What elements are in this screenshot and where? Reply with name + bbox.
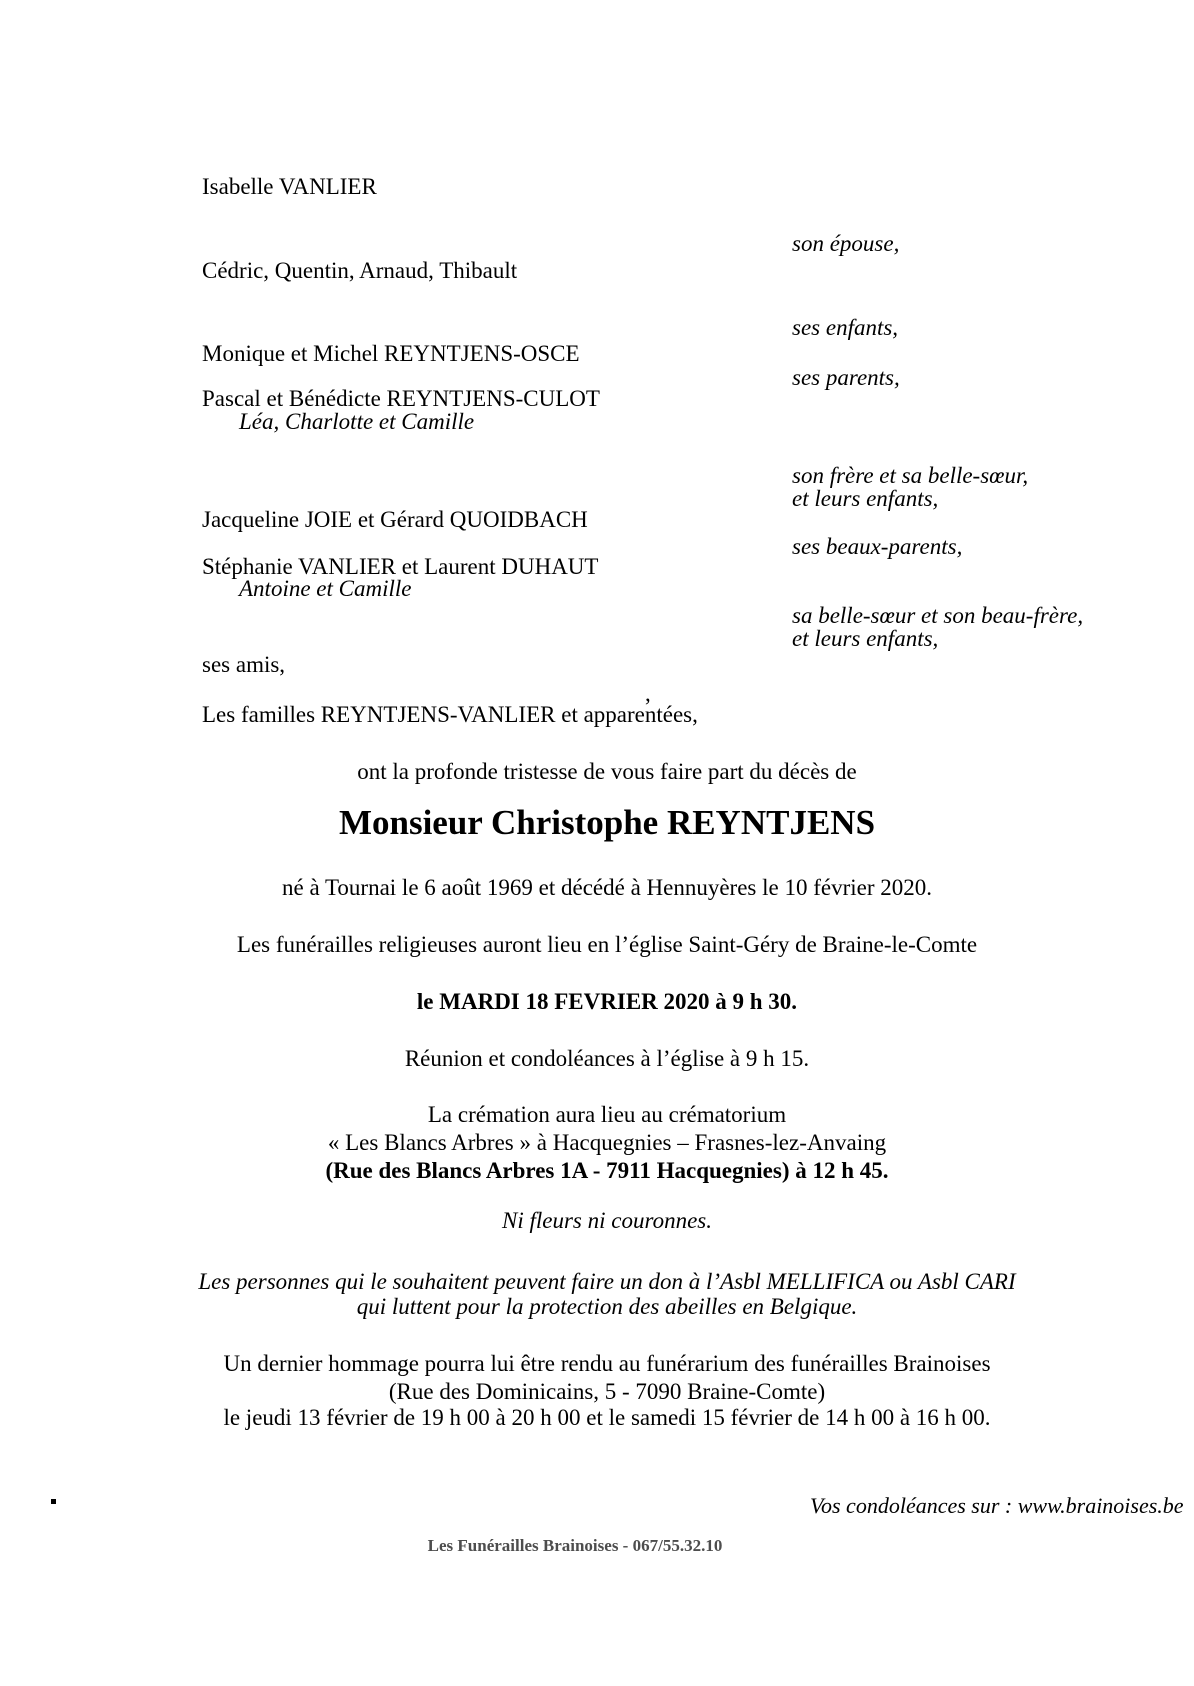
birth-death-line: né à Tournai le 6 août 1969 et décédé à Hennuyères le 10 février 2020. xyxy=(281,875,933,900)
tribute-line-1: Un dernier hommage pourra lui être rendu au funérarium des funérailles Brainoises xyxy=(223,1351,991,1376)
relation-children: ses enfants, xyxy=(792,315,899,340)
funeral-location-line: Les funérailles religieuses auront lieu en l’église Saint-Géry de Braine-le-Comte xyxy=(236,932,978,957)
family-member-name: Isabelle VANLIER xyxy=(202,174,377,199)
stray-dot xyxy=(51,1499,56,1504)
tribute-line-3: le jeudi 13 février de 19 h 00 à 20 h 00 et le samedi 15 février de 14 h 00 à 16 h 00. xyxy=(223,1405,991,1430)
family-member-name: Cédric, Quentin, Arnaud, Thibault xyxy=(202,258,518,283)
relation-their-children: et leurs enfants, xyxy=(792,486,939,511)
gathering-line: Réunion et condoléances à l’église à 9 h 15. xyxy=(404,1046,810,1071)
cremation-line-1: La crémation aura lieu au crématorium xyxy=(427,1102,787,1127)
deceased-name: Monsieur Christophe REYNTJENS xyxy=(338,803,876,842)
relation-spouse: son épouse, xyxy=(792,231,900,256)
family-member-name: Pascal et Bénédicte REYNTJENS-CULOT xyxy=(202,386,600,411)
cremation-line-2: « Les Blancs Arbres » à Hacquegnies – Frasnes-lez-Anvaing xyxy=(327,1130,887,1155)
family-member-name: Jacqueline JOIE et Gérard QUOIDBACH xyxy=(202,507,588,532)
cremation-line-3: (Rue des Blancs Arbres 1A - 7911 Hacquegnies) à 12 h 45. xyxy=(325,1158,889,1183)
family-member-name: Stéphanie VANLIER et Laurent DUHAUT xyxy=(202,554,599,579)
announcement-intro: ont la profonde tristesse de vous faire part du décès de xyxy=(357,759,857,784)
relation-brother: son frère et sa belle-sœur, xyxy=(792,463,1029,488)
relation-their-children: et leurs enfants, xyxy=(792,626,939,651)
donation-line-1: Les personnes qui le souhaitent peuvent faire un don à l’Asbl MELLIFICA ou Asbl CARI xyxy=(198,1269,1016,1294)
friends-label: ses amis, xyxy=(202,652,286,677)
funeral-datetime-line: le MARDI 18 FEVRIER 2020 à 9 h 30. xyxy=(416,989,798,1014)
family-member-name: Monique et Michel REYNTJENS-OSCE xyxy=(202,341,580,366)
relation-inlaws: ses beaux-parents, xyxy=(792,534,963,559)
donation-line-2: qui luttent pour la protection des abeilles en Belgique. xyxy=(356,1294,858,1319)
family-member-children: Léa, Charlotte et Camille xyxy=(239,409,475,434)
relation-parents: ses parents, xyxy=(792,365,900,390)
condolences-website-line: Vos condoléances sur : www.brainoises.be xyxy=(810,1493,1184,1518)
families-label: Les familles REYNTJENS-VANLIER et apparentées, xyxy=(202,702,698,727)
relation-sister-in-law: sa belle-sœur et son beau-frère, xyxy=(792,603,1084,628)
flowers-note: Ni fleurs ni couronnes. xyxy=(502,1208,712,1233)
funeral-home-footer: Les Funérailles Brainoises - 067/55.32.10 xyxy=(427,1536,723,1555)
orphan-comma: , xyxy=(645,681,651,706)
family-member-children: Antoine et Camille xyxy=(239,576,412,601)
tribute-line-2: (Rue des Dominicains, 5 - 7090 Braine-Comte) xyxy=(388,1379,826,1404)
